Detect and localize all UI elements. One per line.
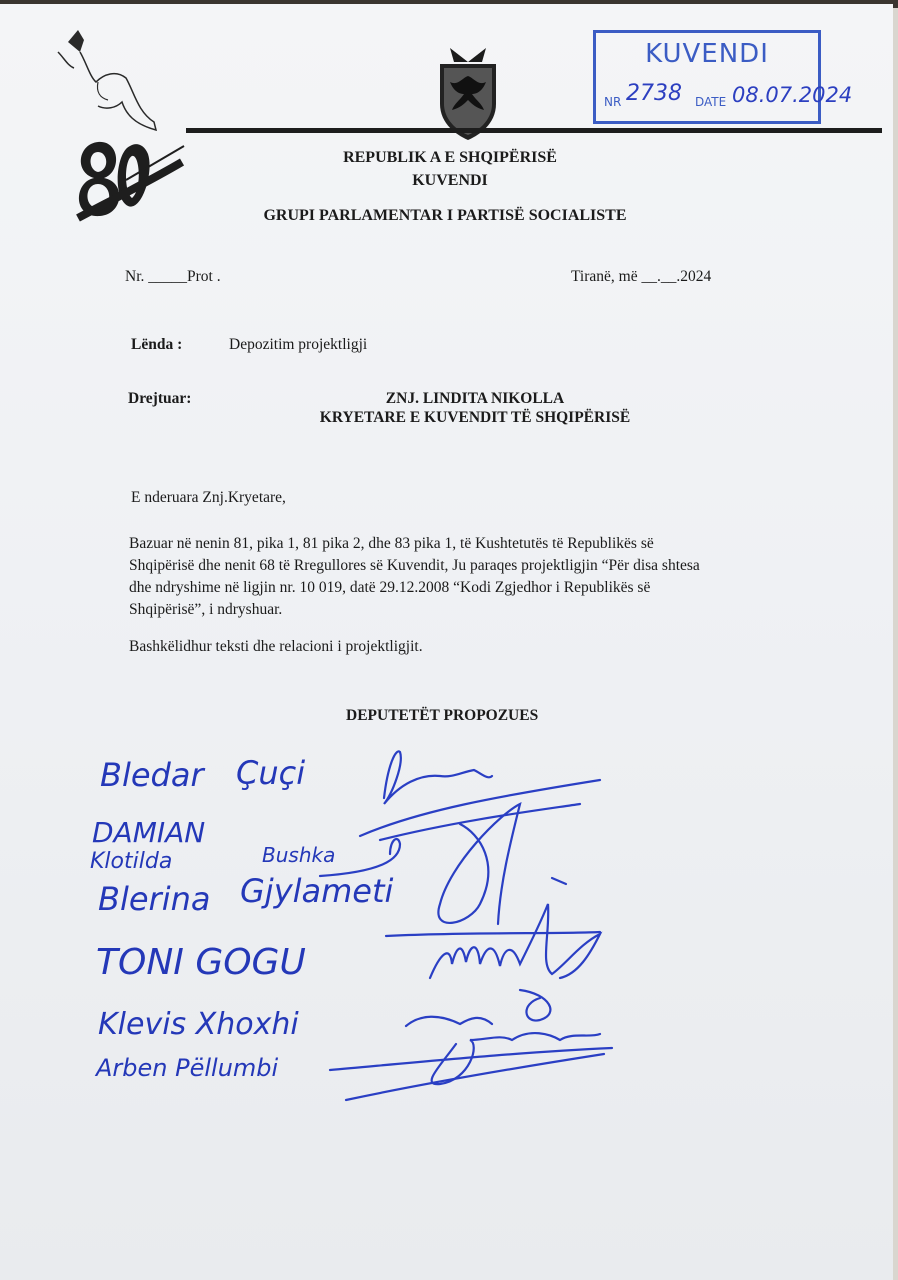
- place-date: Tiranë, më __.__.2024: [571, 268, 712, 285]
- subject-label: Lënda :: [131, 336, 183, 353]
- handwritten-name: Blerina: [98, 880, 211, 918]
- body-line-1: Bazuar në nenin 81, pika 1, 81 pika 2, dhe 83 pika 1, të Kushtetutës të Republikës së: [129, 535, 654, 552]
- body-line-3: dhe ndryshime në ligjin nr. 10 019, datë 29.12.2008 “Kodi Zgjedhor i Republikës së: [129, 579, 651, 596]
- handwritten-name: Klotilda: [90, 849, 173, 874]
- handwritten-name: TONI GOGU: [96, 942, 306, 983]
- salutation: E nderuara Znj.Kryetare,: [131, 489, 286, 506]
- header-republic: REPUBLIK A E SHQIPËRISË: [343, 149, 557, 166]
- stamp-date-value: 08.07.2024: [732, 83, 853, 107]
- stamp-nr-label: NR: [604, 95, 622, 109]
- body-line-4: Shqipërisë”, i ndryshuar.: [129, 601, 283, 618]
- registration-stamp: [593, 30, 853, 124]
- handwritten-name: Bushka: [262, 843, 336, 867]
- header-group: GRUPI PARLAMENTAR I PARTISË SOCIALISTE: [263, 207, 627, 224]
- signatures-area: [0, 724, 893, 1124]
- header-kuvendi: KUVENDI: [412, 172, 488, 189]
- attachment-note: Bashkëlidhur teksti dhe relacioni i projektligjit.: [129, 638, 423, 655]
- handwritten-name: Gjylameti: [240, 872, 394, 910]
- addressee-name: ZNJ. LINDITA NIKOLLA: [385, 390, 565, 407]
- handwritten-name: Arben Pëllumbi: [96, 1054, 279, 1082]
- body-line-2: Shqipërisë dhe nenit 68 të Rregullores së Kuvendit, Ju paraqes projektligjin “Për disa shtesa: [129, 557, 700, 574]
- subject-value: Depozitim projektligji: [229, 336, 368, 353]
- addressee-label: Drejtuar:: [128, 390, 192, 407]
- protocol-number: Nr. _____Prot .: [125, 268, 221, 285]
- document-page: [0, 4, 893, 1280]
- header-rule: [186, 128, 882, 133]
- signature-strokes: [320, 751, 612, 1100]
- handwritten-names: [90, 754, 394, 1082]
- stamp-nr-value: 2738: [626, 81, 682, 106]
- anniversary-80-logo: [38, 22, 188, 232]
- signatories-heading: DEPUTETËT PROPOZUES: [346, 707, 539, 724]
- handwritten-name: Bledar: [100, 756, 204, 794]
- handwritten-name: Klevis Xhoxhi: [98, 1007, 299, 1042]
- handwritten-name: DAMIAN: [92, 816, 206, 849]
- handwritten-name: Çuçi: [236, 754, 306, 792]
- albania-coat-of-arms-icon: [436, 48, 500, 140]
- stamp-title: KUVENDI: [645, 39, 769, 69]
- stamp-date-label: DATE: [695, 95, 727, 109]
- addressee-title: KRYETARE E KUVENDIT TË SHQIPËRISË: [319, 409, 631, 426]
